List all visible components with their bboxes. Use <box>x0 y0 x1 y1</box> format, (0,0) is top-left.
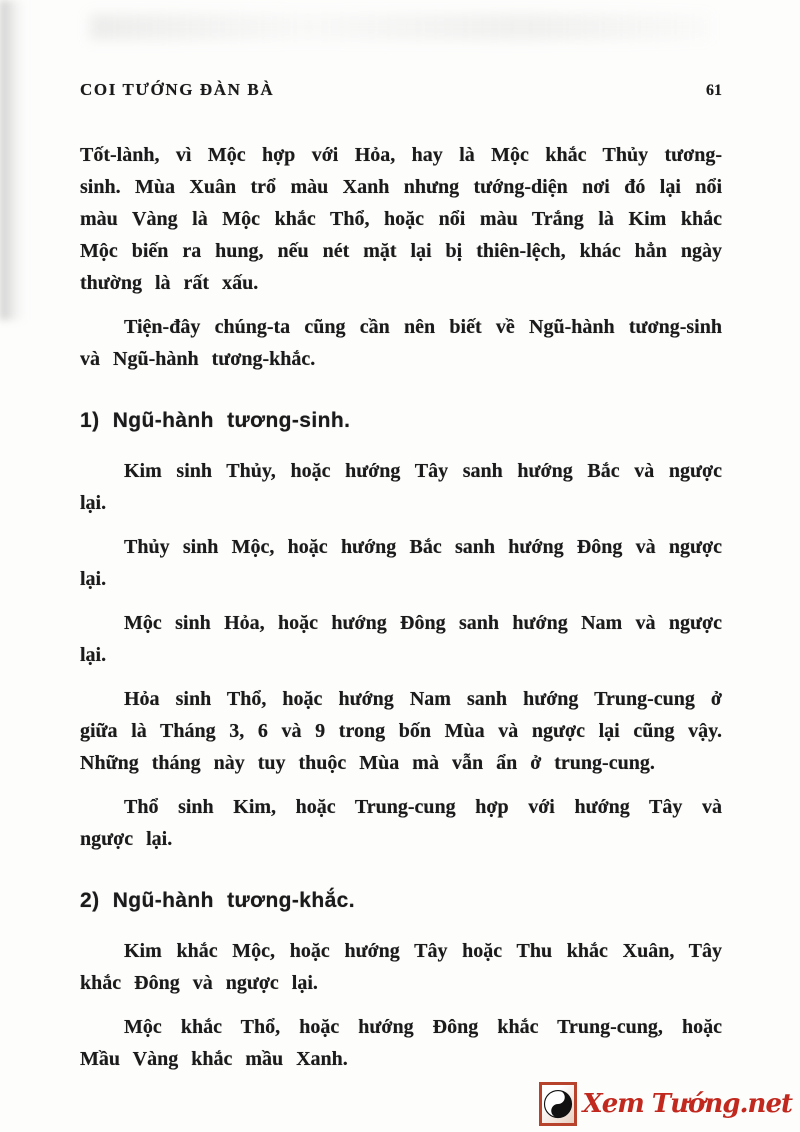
body-paragraph: Thổ sinh Kim, hoặc Trung-cung hợp với hướng Tây và ngược lại. <box>80 796 722 850</box>
body-paragraph: Hỏa sinh Thổ, hoặc hướng Nam sanh hướng Trung-cung ở giữa là Tháng 3, 6 và 9 trong bốn Mùa và ngược lại cũng vậy. Những tháng này tuy thuộc Mùa mà vẫn ẩn ở trung-cung. <box>80 688 722 774</box>
section-heading-tuong-sinh: 1) Ngũ-hành tương-sinh. <box>80 409 351 432</box>
book-section-title: COI TƯỚNG ĐÀN BÀ <box>80 80 275 99</box>
body-paragraph: Tốt-lành, vì Mộc hợp với Hỏa, hay là Mộc khắc Thủy tương-sinh. Mùa Xuân trổ màu Xanh nhưng tướng-diện nơi đó lại nổi màu Vàng là Mộc khắc Thổ, hoặc nổi màu Trắng là Kim khắc Mộc biến ra hung, nếu nét mặt lại bị thiên-lệch, khác hẳn ngày thường là rất xấu. <box>80 144 722 294</box>
watermark-logo-box <box>539 1082 577 1126</box>
page-number: 61 <box>706 82 722 99</box>
section-heading-tuong-khac: 2) Ngũ-hành tương-khắc. <box>80 889 355 912</box>
watermark-text: Xem Tướng.net <box>582 1089 792 1119</box>
running-header <box>80 74 722 107</box>
body-paragraph: Thủy sinh Mộc, hoặc hướng Bắc sanh hướng Đông và ngược lại. <box>80 536 722 590</box>
body-paragraph: Kim sinh Thủy, hoặc hướng Tây sanh hướng Bắc và ngược lại. <box>80 460 722 514</box>
body-paragraph: Mộc sinh Hỏa, hoặc hướng Đông sanh hướng Nam và ngược lại. <box>80 612 722 666</box>
watermark <box>539 1082 792 1126</box>
yin-yang-icon <box>543 1089 573 1119</box>
body-paragraph: Mộc khắc Thổ, hoặc hướng Đông khắc Trung-cung, hoặc Mầu Vàng khắc mầu Xanh. <box>80 1016 722 1070</box>
body-paragraph: Kim khắc Mộc, hoặc hướng Tây hoặc Thu khắc Xuân, Tây khắc Đông và ngược lại. <box>80 940 722 994</box>
scan-smudge-artifact <box>90 14 710 40</box>
body-paragraph: Tiện-đây chúng-ta cũng cần nên biết về Ngũ-hành tương-sinh và Ngũ-hành tương-khắc. <box>80 316 722 370</box>
scan-edge-shadow <box>0 0 26 320</box>
page-content <box>80 74 722 1075</box>
